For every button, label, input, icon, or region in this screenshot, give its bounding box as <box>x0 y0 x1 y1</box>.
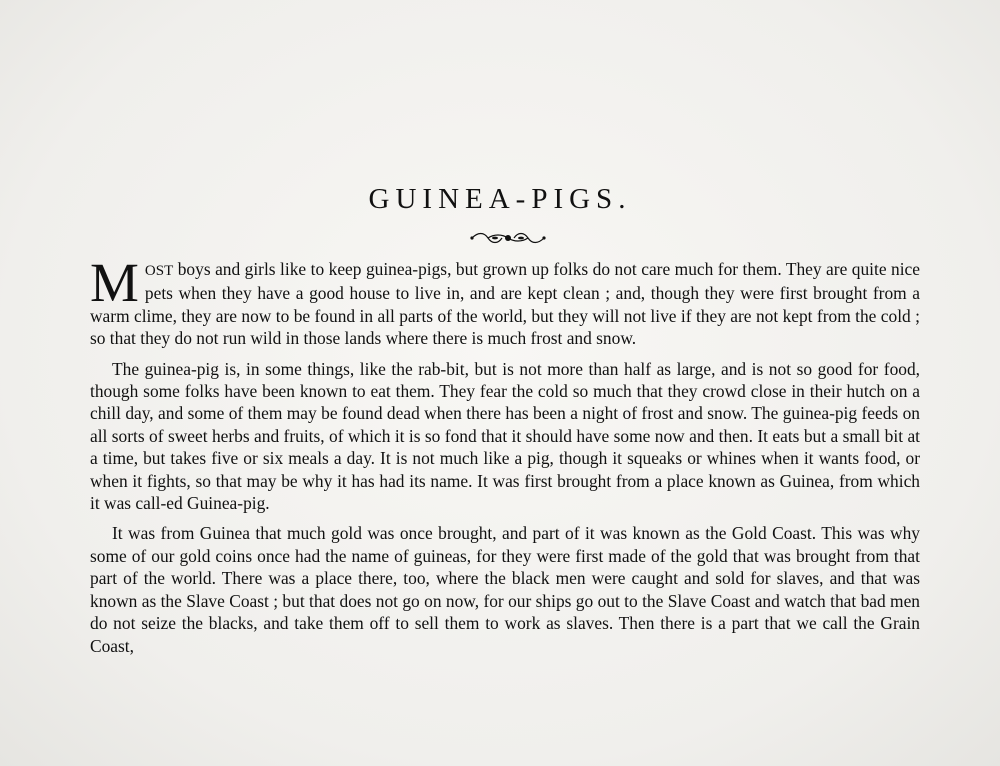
lead-in-word: OST <box>144 263 174 279</box>
paragraph-2-text: The guinea-pig is, in some things, like the rab-bit, but is not more than half as large, and is not so good for food, though some folks have been known to eat them. They fear the cold so much that they crowd close in their hutch on a chill day, and some of them may be found dead when there has been a night of frost and snow. The guinea-pig feeds on all sorts of sweet herbs and fruits, of which it is so fond that it should have some now and then. It eats but a small bit at a time, but takes five or six meals a day. It is not much like a pig, though it squeaks or whines when it wants food, or when it fights, so that may be why it has had its name. It was first brought from a place known as Guinea, from which it was call-ed Guinea-pig. <box>90 358 920 514</box>
article-body <box>90 252 920 657</box>
reverse-page-bleed-through <box>90 95 920 118</box>
paragraph-1-text: boys and girls like to keep guinea-pigs, but grown up folks do not care much for them. They are quite nice pets when they have a good house to live in, and are kept clean ; and, though they were first brought from a warm clime, they are now to be found in all parts of the world, but they will not live if they are not kept from the cold ; so that they do not run wild in those lands where there is much frost and snow. <box>90 259 920 349</box>
paragraph-1 <box>90 252 920 350</box>
paragraph-2 <box>90 358 920 515</box>
ornament-scroll-icon <box>468 230 548 246</box>
page-title: GUINEA-PIGS. <box>368 183 632 215</box>
paragraph-3 <box>90 522 920 656</box>
drop-cap: M <box>90 252 139 313</box>
paragraph-3-text: It was from Guinea that much gold was once brought, and part of it was known as the Gold Coast. This was why some of our gold coins once had the name of guineas, for they were first made of the gold that was brought from that part of the world. There was a place there, too, where the black men were caught and sold for slaves, and that was known as the Slave Coast ; but that does not go on now, for our ships go out to the Slave Coast and watch that bad men do not seize the blacks, and take them off to sell them to work as slaves. Then there is a part that we call the Grain Coast, <box>90 523 920 656</box>
